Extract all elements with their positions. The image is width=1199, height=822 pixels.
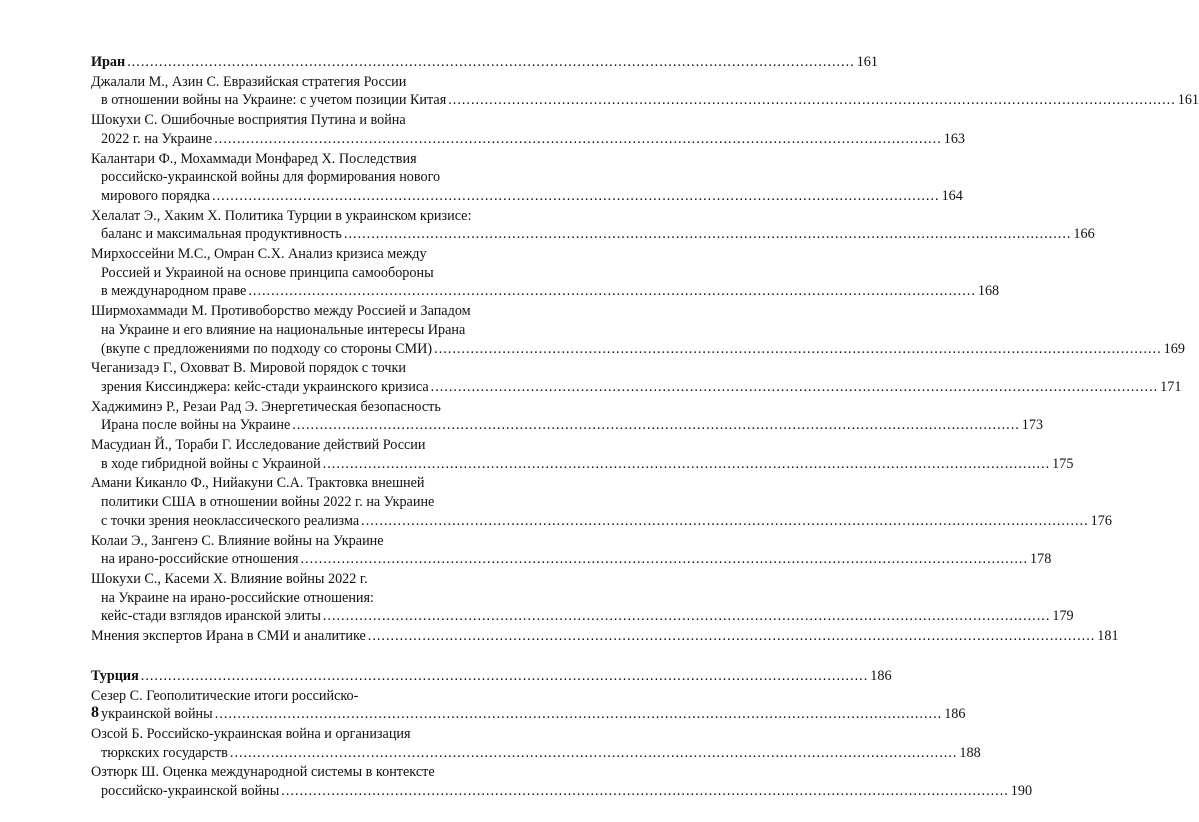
toc-entry (91, 570, 1074, 627)
leader-dots (368, 629, 1096, 643)
toc-entry (91, 398, 1044, 436)
entry-line: Ширмохаммади М. Противоборство между Россией и Западом (91, 303, 471, 320)
entry-line: Чеганизадэ Г., Оховват В. Мировой порядок с точки (91, 360, 406, 377)
entry-line: Мирхоссейни М.С., Омран С.Х. Анализ кризиса между (91, 246, 427, 263)
section-iran (91, 53, 1199, 647)
entry-last-line (91, 340, 1185, 359)
leader-dots (248, 283, 976, 299)
leader-dots (230, 745, 958, 761)
entry-line: российско-украинской войны (101, 783, 280, 800)
section-heading (91, 53, 878, 73)
leader-dots (127, 55, 855, 69)
entry-line: тюркских государств (101, 744, 228, 761)
toc-entry (91, 207, 1095, 245)
entry-last-line (91, 416, 1044, 435)
entry-last-line (91, 550, 1052, 569)
entry-line: зрения Киссинджера: кейс-стади украинского кризиса (101, 378, 429, 395)
entry-page: 169 (1163, 340, 1185, 357)
section-page: 186 (870, 667, 892, 684)
entry-page: 175 (1052, 455, 1074, 472)
entry-last-line (91, 455, 1074, 474)
entry-page: 164 (941, 187, 963, 204)
entry-line: Хаджиминэ Р., Резаи Рад Э. Энергетическая безопасность (91, 398, 441, 415)
entry-line: на ирано-российские отношения (101, 551, 299, 568)
entry-last-line (91, 130, 966, 149)
entry-line: на Украине на ирано-российские отношения: (101, 589, 374, 606)
toc-entry (91, 474, 1112, 531)
entry-page: 190 (1010, 783, 1033, 800)
table-of-contents (91, 53, 1199, 822)
leader-dots (301, 551, 1029, 567)
toc-entry (91, 725, 981, 763)
entry-last-line (91, 187, 963, 206)
entry-last-line (91, 91, 1199, 110)
entry-line: Озтюрк Ш. Оценка международной системы в контексте (91, 764, 435, 781)
section-turkey (91, 667, 1033, 802)
leader-dots (281, 783, 1009, 799)
entry-page: 168 (977, 283, 1000, 300)
entry-last-line (91, 607, 1074, 626)
entry-line: с точки зрения неоклассического реализма (101, 512, 360, 529)
entry-page: 186 (944, 706, 966, 723)
toc-entry (91, 359, 1182, 397)
entry-page: 188 (959, 744, 981, 761)
entry-line: Шокухи С. Ошибочные восприятия Путина и война (91, 112, 406, 129)
toc-entry (91, 532, 1052, 570)
leader-dots (214, 131, 942, 147)
toc-entry (91, 245, 1000, 302)
leader-dots (292, 417, 1020, 433)
leader-dots (434, 341, 1162, 357)
toc-entry (91, 302, 1185, 359)
toc-entry (91, 111, 966, 149)
toc-entry (91, 73, 1199, 111)
entry-line: украинской войны (101, 706, 213, 723)
entry-line: на Украине и его влияние на национальные интересы Ирана (101, 321, 466, 338)
entry-line: российско-украинской войны для формирования нового (101, 169, 441, 186)
entry-line: Озсой Б. Российско-украинская война и организация (91, 725, 411, 742)
leader-dots (344, 226, 1072, 242)
leader-dots (323, 456, 1051, 472)
entry-line: в международном праве (101, 283, 247, 300)
section-title: Иран (91, 54, 126, 70)
entry-last-line (91, 705, 966, 724)
section-page: 161 (856, 54, 878, 70)
entry-line: в отношении войны на Украине: с учетом позиции Китая (101, 92, 447, 109)
entry-line: Джалали М., Азин С. Евразийская стратегия России (91, 73, 407, 90)
entry-page: 178 (1030, 551, 1052, 568)
entry-last-line (91, 378, 1182, 397)
entry-line: мирового порядка (101, 187, 211, 204)
entry-line: Ирана после войны на Украине (101, 417, 291, 434)
entry-line: политики США в отношении войны 2022 г. на Украине (101, 494, 435, 511)
entry-line: кейс-стади взглядов иранской элиты (101, 608, 321, 625)
entry-page: 179 (1052, 608, 1074, 625)
entry-line: Россией и Украиной на основе принципа самообороны (101, 264, 434, 281)
section-heading (91, 667, 892, 687)
entry-page: 163 (943, 130, 966, 147)
leader-dots (361, 513, 1089, 529)
leader-dots (448, 92, 1176, 108)
entry-line: Амани Киканло Ф., Нийакуни С.А. Трактовка внешней (91, 475, 425, 492)
entry-line: (вкупе с предложениями по подходу со стороны СМИ) (101, 340, 433, 357)
entry-page: 166 (1073, 226, 1095, 243)
entry-line: 2022 г. на Украине (101, 130, 213, 147)
entry-line: Калантари Ф., Мохаммади Монфаред Х. Последствия (91, 150, 417, 167)
entry-last-line (91, 282, 1000, 301)
leader-dots (431, 379, 1159, 395)
toc-entry (91, 763, 1033, 801)
entry-page: 171 (1160, 378, 1182, 395)
entry-last-line (91, 512, 1112, 531)
entry-line: баланс и максимальная продуктивность (101, 226, 342, 243)
toc-entry (91, 150, 963, 207)
entry-page: 181 (1097, 628, 1119, 645)
entry-line: Шокухи С., Касеми Х. Влияние войны 2022 г. (91, 570, 368, 587)
entry-page: 173 (1021, 417, 1044, 434)
leader-dots (323, 608, 1051, 624)
page-number: 8 (91, 704, 99, 721)
entry-line: Масудиан Й., Тораби Г. Исследование действий России (91, 437, 426, 454)
entry-last-line (91, 782, 1033, 801)
toc-entry (91, 687, 966, 725)
entry-line: в ходе гибридной войны с Украиной (101, 455, 321, 472)
leader-dots (141, 669, 869, 683)
entry-page: 176 (1090, 512, 1112, 529)
entry-page: 161 (1177, 92, 1199, 109)
entry-line: Хелалат Э., Хаким Х. Политика Турции в украинском кризисе: (91, 207, 472, 224)
section-title: Турция (91, 667, 139, 684)
entry-line: Колаи Э., Зангенэ С. Влияние войны на Украине (91, 532, 384, 549)
leader-dots (215, 706, 943, 722)
toc-entry (91, 627, 1119, 647)
leader-dots (212, 188, 940, 204)
entry-line: Сезер С. Геополитические итоги российско- (91, 687, 359, 704)
toc-entry (91, 436, 1074, 474)
entry-last-line (91, 225, 1095, 244)
entry-last-line (91, 744, 981, 763)
entry-line: Мнения экспертов Ирана в СМИ и аналитике (91, 628, 366, 645)
